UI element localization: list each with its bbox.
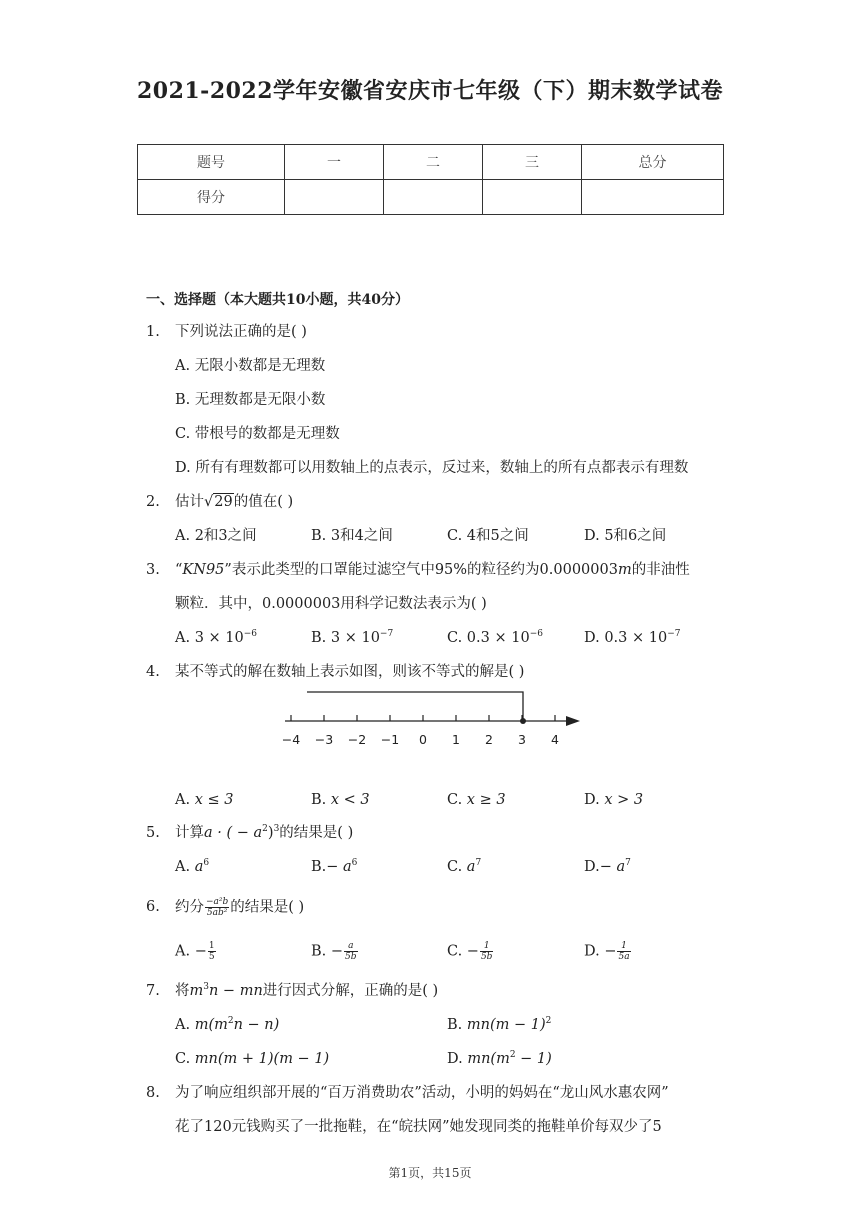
math-text: mn(m − 1) [466, 1017, 546, 1033]
fraction [480, 941, 494, 962]
numerator: 1 [617, 941, 630, 952]
math-text: mn(m [467, 1051, 510, 1067]
axis-tick-label: 4 [551, 732, 559, 747]
table-row [138, 145, 724, 180]
denominator: 5b [345, 952, 357, 962]
option-b [311, 628, 393, 648]
table-cell [483, 180, 582, 215]
axis-ticks [291, 715, 555, 721]
math-text: ) [267, 825, 274, 841]
option-label: B. − [311, 943, 344, 960]
axis-labels [282, 732, 559, 747]
table-row [138, 180, 724, 215]
option-a [175, 1015, 279, 1035]
option-c [447, 790, 506, 810]
option-d: D. 5和6之间 [584, 528, 667, 544]
fraction [344, 941, 358, 962]
option-text: A. 3 × 10 [175, 630, 244, 646]
math-text: m [617, 562, 632, 578]
question-number: 4. [146, 664, 160, 680]
table-cell [384, 180, 483, 215]
option-c [447, 628, 543, 648]
math-text: n − mn [208, 983, 263, 999]
exponent: 7 [475, 858, 482, 868]
exponent: 6 [351, 858, 358, 868]
math-text: m [189, 983, 204, 999]
option-label: D. [447, 1051, 463, 1067]
option-c [175, 1049, 329, 1069]
option-c [447, 941, 494, 962]
question-stem [175, 823, 353, 843]
axis-tick-label: −2 [347, 732, 367, 747]
table-cell: 得分 [138, 180, 285, 215]
option-label: D. [584, 792, 600, 808]
question-stem [175, 897, 304, 918]
stem-text: 的非油性 [631, 562, 690, 578]
option-b [311, 857, 357, 877]
option-c [447, 857, 481, 877]
stem-text: ”表示此类型的口罩能过滤空气中95%的粒径约为0.0000003 [224, 562, 618, 578]
stem-text: 的结果是( ) [230, 899, 305, 916]
exponent: −6 [529, 629, 543, 639]
exponent: 3 [273, 824, 280, 834]
option-text: B. 3 × 10 [311, 630, 380, 646]
math-text: x ≤ 3 [194, 792, 234, 808]
option-c: C. 4和5之间 [447, 528, 529, 544]
exponent: 2 [545, 1016, 552, 1026]
stem-text: 估计 [175, 494, 204, 510]
question-stem [175, 560, 690, 580]
axis-tick-label: 3 [518, 732, 526, 747]
axis-tick-label: 2 [485, 732, 493, 747]
option-d [584, 857, 631, 877]
axis-tick-label: 0 [419, 732, 427, 747]
option-text: D. 0.3 × 10 [584, 630, 668, 646]
stem-text: 将 [175, 983, 190, 999]
math-text: a [194, 859, 204, 875]
math-text: a · ( − a [204, 825, 263, 841]
page-title: 2021-2022学年安徽省安庆市七年级（下）期末数学试卷 [136, 78, 724, 104]
exponent: −7 [667, 629, 681, 639]
numerator: 1 [208, 941, 215, 951]
option-d [447, 1049, 552, 1069]
option-c: C. 带根号的数都是无理数 [175, 426, 340, 442]
math-text: x > 3 [604, 792, 644, 808]
question-stem [175, 981, 438, 1001]
stem-text: 的结果是( ) [279, 825, 354, 841]
exponent: −6 [243, 629, 258, 639]
option-d [584, 941, 632, 962]
table-cell: 二 [384, 145, 483, 180]
option-b [311, 941, 359, 962]
radicand: 29 [214, 494, 233, 510]
numerator: 1 [480, 941, 494, 952]
exponent: 3 [203, 982, 209, 992]
axis-tick-label: 1 [452, 732, 460, 747]
option-label: B. [447, 1017, 463, 1033]
solid-endpoint [520, 718, 526, 724]
option-a: A. 无限小数都是无理数 [175, 358, 326, 374]
number-line-figure [270, 680, 590, 755]
math-text: − a [599, 859, 626, 875]
stem-text: 约分 [175, 899, 204, 916]
axis-tick-label: −4 [281, 732, 301, 747]
question-stem: 下列说法正确的是( ) [175, 324, 307, 340]
axis-tick-label: −3 [314, 732, 334, 747]
math-text: − 1) [515, 1051, 552, 1067]
denominator: 5a [618, 952, 630, 962]
option-a [175, 790, 233, 810]
question-stem: 为了响应组织部开展的“百万消费助农”活动，小明的妈妈在“龙山风水惠农网” [175, 1085, 669, 1101]
table-cell: 三 [483, 145, 582, 180]
stem-text: 进行因式分解，正确的是( ) [262, 983, 439, 999]
math-text: mn(m + 1)(m − 1) [194, 1051, 330, 1067]
option-label: D. [584, 859, 600, 875]
question-number: 8. [146, 1085, 160, 1101]
question-number: 1. [146, 324, 160, 340]
option-label: C. − [447, 943, 479, 960]
option-d [584, 790, 643, 810]
option-d: D. 所有有理数都可以用数轴上的点表示，反过来，数轴上的所有点都表示有理数 [175, 460, 689, 476]
stem-text: 的值在( ) [233, 494, 294, 510]
math-text: a [466, 859, 476, 875]
option-a [175, 628, 257, 648]
fraction [617, 941, 630, 962]
exponent: 6 [203, 858, 210, 868]
option-a [175, 941, 217, 962]
table-cell: 题号 [138, 145, 285, 180]
sqrt-sign: √ [204, 494, 214, 510]
section-heading: 一、选择题（本大题共10小题，共40分） [146, 292, 409, 308]
question-number: 2. [146, 494, 160, 510]
table-cell: 总分 [582, 145, 724, 180]
page-footer: 第1页，共15页 [388, 1166, 472, 1180]
axis-arrow [566, 716, 580, 726]
denominator: 5 [208, 952, 215, 962]
exponent: −7 [379, 629, 394, 639]
table-cell [582, 180, 724, 215]
question-number: 5. [146, 825, 160, 841]
axis-tick-label: −1 [380, 732, 400, 747]
fraction [205, 897, 229, 918]
table-cell [285, 180, 384, 215]
question-stem [175, 492, 293, 512]
question-number: 7. [146, 983, 160, 999]
option-label: C. [175, 1051, 191, 1067]
option-label: D. − [584, 943, 617, 960]
math-text: m(m [194, 1017, 228, 1033]
option-label: C. [447, 792, 463, 808]
score-table [137, 144, 724, 215]
exponent: 2 [262, 824, 268, 834]
exponent: 7 [625, 858, 631, 868]
table-cell: 一 [285, 145, 384, 180]
option-b: B. 3和4之间 [311, 528, 393, 544]
option-a: A. 2和3之间 [175, 528, 257, 544]
denominator: 5b [480, 952, 493, 962]
option-b [311, 790, 370, 810]
question-stem: 颗粒．其中，0.0000003用科学记数法表示为( ) [175, 596, 487, 612]
option-d [584, 628, 681, 648]
option-a [175, 857, 209, 877]
math-text: x ≥ 3 [466, 792, 506, 808]
solution-bracket [307, 692, 523, 721]
question-stem: 某不等式的解在数轴上表示如图，则该不等式的解是( ) [175, 664, 525, 680]
option-label: B. [311, 859, 327, 875]
question-number: 6. [146, 899, 160, 915]
math-text: n − n) [233, 1017, 280, 1033]
option-b: B. 无理数都是无限小数 [175, 392, 326, 408]
stem-text: 计算 [175, 825, 204, 841]
option-b [447, 1015, 551, 1035]
exponent: 2 [509, 1050, 516, 1060]
exponent: 2 [227, 1016, 234, 1026]
option-label: C. [447, 859, 463, 875]
question-stem: 花了120元钱购买了一批拖鞋，在“皖扶网”她发现同类的拖鞋单价每双少了5 [175, 1119, 662, 1135]
option-label: A. [175, 859, 191, 875]
stem-text: “ [175, 562, 183, 578]
option-label: B. [311, 792, 327, 808]
option-label: A. − [175, 943, 207, 960]
option-label: A. [175, 792, 191, 808]
option-text: C. 0.3 × 10 [447, 630, 530, 646]
math-text: x < 3 [330, 792, 370, 808]
math-text: KN95 [182, 562, 225, 578]
option-label: A. [175, 1017, 191, 1033]
numerator: a [344, 941, 358, 952]
denominator: 5ab² [206, 908, 228, 918]
numerator: −a²b [206, 897, 229, 907]
math-text: − a [326, 859, 352, 875]
fraction [208, 941, 216, 962]
question-number: 3. [146, 562, 160, 578]
